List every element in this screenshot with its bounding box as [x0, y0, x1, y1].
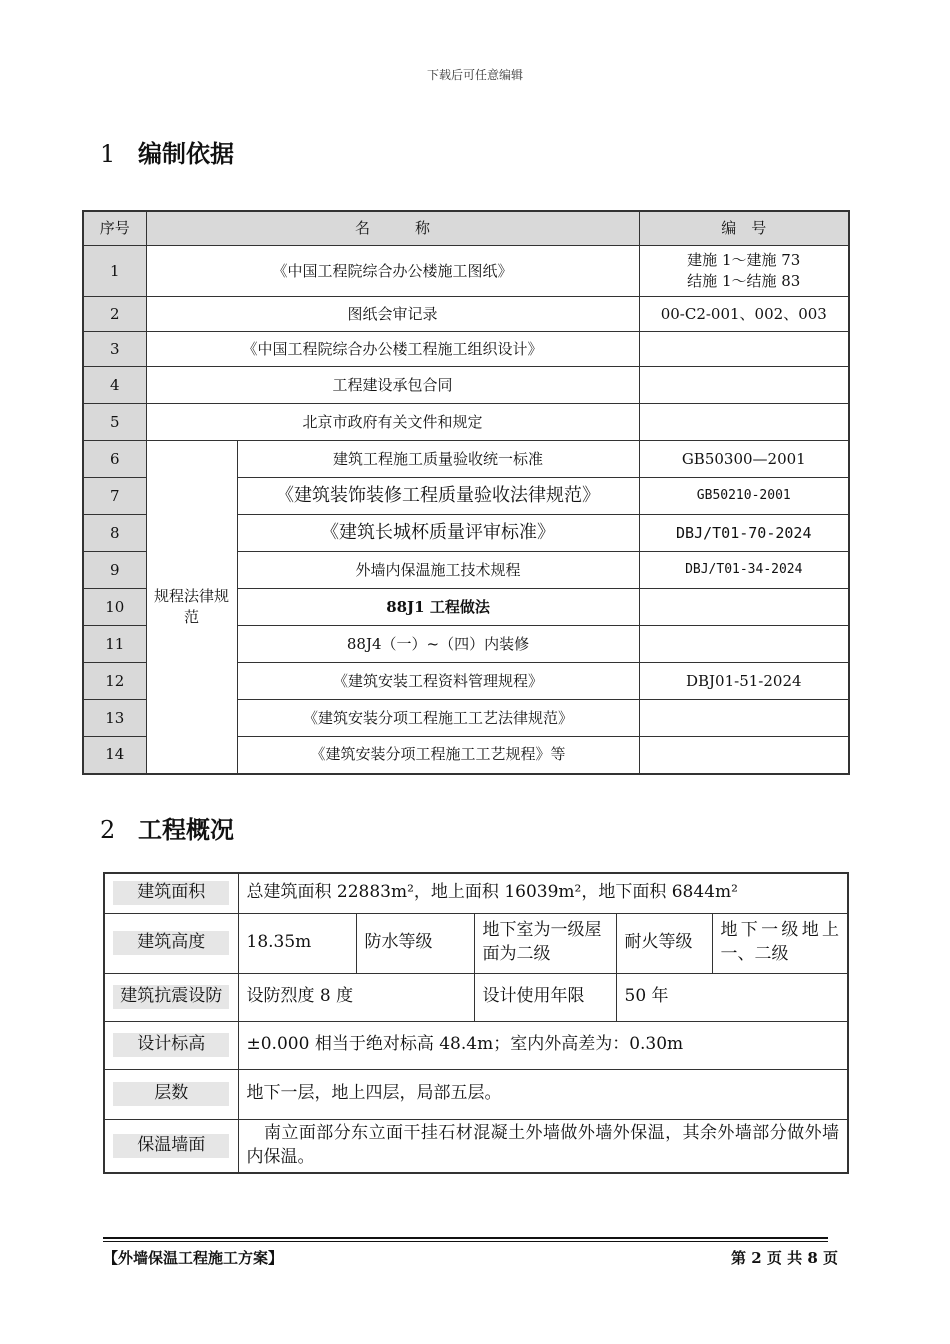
footer-divider — [103, 1241, 828, 1242]
header-code: 编 号 — [639, 211, 849, 246]
area-value: 总建筑面积 22883m²，地上面积 16039m²，地下面积 6844m² — [238, 873, 848, 913]
section-heading-overview — [100, 810, 234, 845]
row-index: 8 — [83, 515, 146, 552]
insul-label: 保温墙面 — [104, 1119, 238, 1173]
footer-divider — [103, 1237, 828, 1239]
row-index: 2 — [83, 297, 146, 332]
overview-row-seismic — [104, 973, 848, 1021]
row-name: 北京市政府有关文件和规定 — [146, 404, 639, 441]
row-code: 建施 1～建施 73 结施 1～结施 83 — [639, 246, 849, 297]
overview-row-height — [104, 913, 848, 973]
row-code — [639, 589, 849, 626]
elev-value: ±0.000 相当于绝对标高 48.4m；室内外高差为：0.30m — [238, 1021, 848, 1069]
overview-table — [103, 872, 849, 1174]
overview-row-area — [104, 873, 848, 913]
row-index: 4 — [83, 367, 146, 404]
floors-label: 层数 — [104, 1069, 238, 1119]
row-name: 《建筑装饰装修工程质量验收法律规范》 — [237, 478, 639, 515]
row-name: 《中国工程院综合办公楼工程施工组织设计》 — [146, 332, 639, 367]
footer-doc-title: 【外墙保温工程施工方案】 — [103, 1249, 284, 1267]
row-code: GB50210-2001 — [639, 478, 849, 515]
floors-value: 地下一层，地上四层，局部五层。 — [238, 1069, 848, 1119]
row-name: 外墙内保温施工技术规程 — [237, 552, 639, 589]
waterproof-label: 防水等级 — [356, 913, 474, 973]
height-value: 18.35m — [238, 913, 356, 973]
row-code — [639, 700, 849, 737]
row-code — [639, 367, 849, 404]
section-number: 2 — [100, 816, 116, 844]
row-code — [639, 332, 849, 367]
fire-value: 地下一级地上一、二级 — [712, 913, 848, 973]
row-name: 建筑工程施工质量验收统一标准 — [237, 441, 639, 478]
header-index: 序号 — [83, 211, 146, 246]
section-title: 编制依据 — [138, 140, 234, 168]
elev-label: 设计标高 — [104, 1021, 238, 1069]
row-index: 12 — [83, 663, 146, 700]
table-header-row — [83, 211, 849, 246]
row-code: GB50300—2001 — [639, 441, 849, 478]
row-index: 14 — [83, 737, 146, 774]
footer-page-number: 第 2 页 共 8 页 — [731, 1249, 838, 1267]
life-label: 设计使用年限 — [474, 973, 616, 1021]
table-row — [83, 441, 849, 478]
section-number: 1 — [100, 140, 116, 168]
row-index: 9 — [83, 552, 146, 589]
seismic-label: 建筑抗震设防 — [104, 973, 238, 1021]
overview-row-elevation — [104, 1021, 848, 1069]
table-row — [83, 297, 849, 332]
row-name: 《中国工程院综合办公楼施工图纸》 — [146, 246, 639, 297]
area-label: 建筑面积 — [104, 873, 238, 913]
table-row — [83, 332, 849, 367]
row-code: DBJ01-51-2024 — [639, 663, 849, 700]
watermark-text: 下载后可任意编辑 — [426, 68, 523, 82]
row-code — [639, 404, 849, 441]
seismic-value: 设防烈度 8 度 — [238, 973, 474, 1021]
row-index: 6 — [83, 441, 146, 478]
group-label-regulations: 规程法律规范 — [146, 441, 237, 774]
row-code — [639, 626, 849, 663]
header-name: 名 称 — [146, 211, 639, 246]
table-row — [83, 246, 849, 297]
row-index: 10 — [83, 589, 146, 626]
row-name: 工程建设承包合同 — [146, 367, 639, 404]
row-index: 1 — [83, 246, 146, 297]
row-index: 5 — [83, 404, 146, 441]
overview-row-floors — [104, 1069, 848, 1119]
row-index: 7 — [83, 478, 146, 515]
row-code: 00-C2-001、002、003 — [639, 297, 849, 332]
row-index: 3 — [83, 332, 146, 367]
basis-table — [82, 210, 850, 775]
row-name: 《建筑安装分项工程施工工艺法律规范》 — [237, 700, 639, 737]
life-value: 50 年 — [616, 973, 848, 1021]
height-label: 建筑高度 — [104, 913, 238, 973]
row-name: 《建筑长城杯质量评审标准》 — [237, 515, 639, 552]
table-row — [83, 367, 849, 404]
fire-label: 耐火等级 — [616, 913, 712, 973]
waterproof-value: 地下室为一级屋面为二级 — [474, 913, 616, 973]
row-name: 图纸会审记录 — [146, 297, 639, 332]
insul-value: 南立面部分东立面干挂石材混凝土外墙做外墙外保温，其余外墙部分做外墙内保温。 — [238, 1119, 848, 1173]
row-name: 88J1 工程做法 — [237, 589, 639, 626]
row-code — [639, 737, 849, 774]
overview-row-insulation — [104, 1119, 848, 1173]
row-code: DBJ/T01-34-2024 — [639, 552, 849, 589]
row-index: 13 — [83, 700, 146, 737]
row-name: 《建筑安装分项工程施工工艺规程》等 — [237, 737, 639, 774]
row-name: 《建筑安装工程资料管理规程》 — [237, 663, 639, 700]
section-title: 工程概况 — [138, 816, 234, 844]
table-row — [83, 404, 849, 441]
section-heading-basis — [100, 134, 234, 169]
row-index: 11 — [83, 626, 146, 663]
row-code: DBJ/T01-70-2024 — [639, 515, 849, 552]
row-name: 88J4（一）~（四）内装修 — [237, 626, 639, 663]
